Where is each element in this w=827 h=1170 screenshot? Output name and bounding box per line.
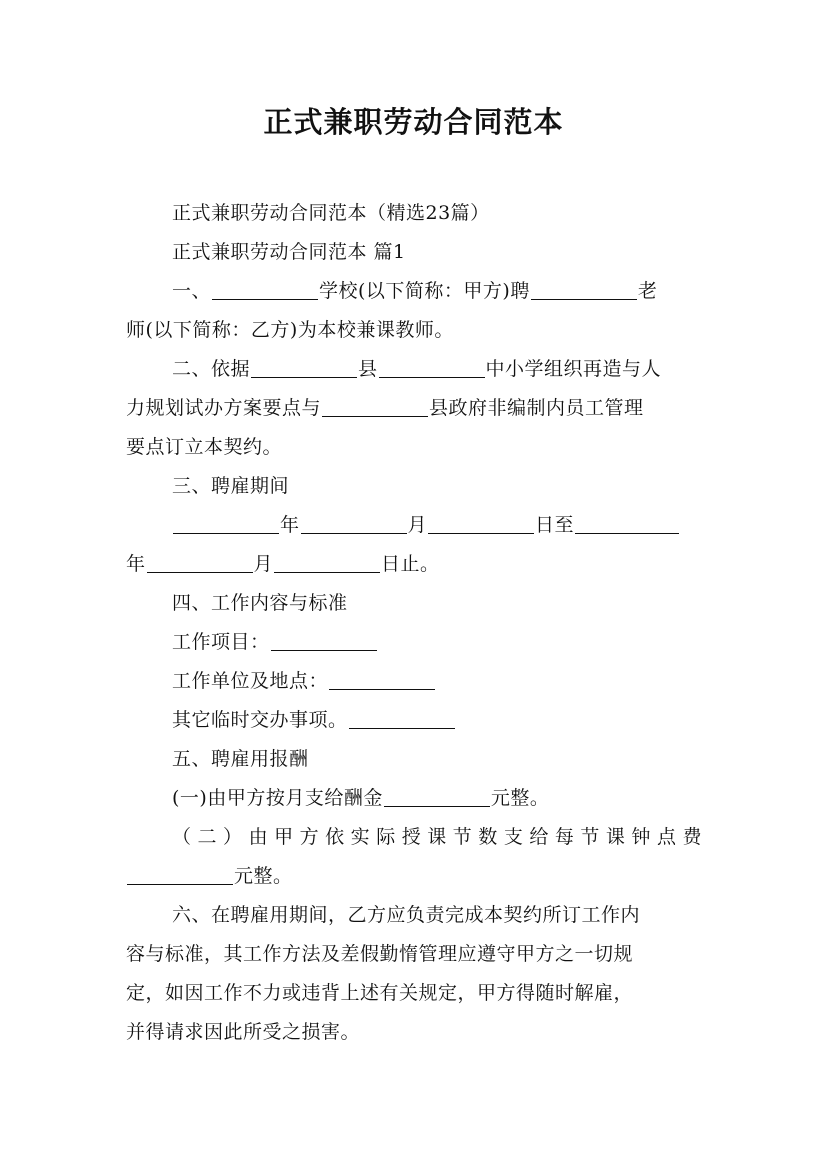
fill-blank[interactable] <box>531 298 637 300</box>
text-span: 元整。 <box>234 865 293 887</box>
text-span: 六、在聘雇用期间，乙方应负责完成本契约所订工作内 <box>172 904 641 926</box>
fill-blank[interactable] <box>301 532 407 534</box>
fill-blank[interactable] <box>349 727 455 729</box>
fill-blank[interactable] <box>127 883 233 885</box>
fill-blank[interactable] <box>379 376 485 378</box>
text-span: 日止。 <box>381 553 440 575</box>
section-heading: 五、聘雇用报酬 <box>172 748 309 770</box>
text-span: 一、 <box>172 280 212 302</box>
fill-blank[interactable] <box>575 532 679 534</box>
text-span: 定，如因工作不力或违背上述有关规定，甲方得随时解雇， <box>126 982 634 1004</box>
text-span: 学校(以下简称：甲方)聘 <box>319 280 530 302</box>
text-span: 力规划试办方案要点与 <box>126 397 322 419</box>
text-span: 并得请求因此所受之损害。 <box>126 1021 361 1043</box>
fill-blank[interactable] <box>251 376 357 378</box>
paragraph-line <box>126 584 702 623</box>
text-span: 元整。 <box>490 787 550 809</box>
text-span: 月 <box>253 553 274 575</box>
document-body <box>126 194 702 1052</box>
paragraph-line <box>126 311 702 350</box>
text-span: 中小学组织再造与人 <box>485 358 662 380</box>
text-span: (一)由甲方按月支给酬金 <box>172 787 383 809</box>
text-span: 容与标准，其工作方法及差假勤惰管理应遵守甲方之一切规 <box>126 943 634 965</box>
fill-blank[interactable] <box>322 415 428 417</box>
text-span: 月 <box>407 514 428 536</box>
section-heading: 正式兼职劳动合同范本 篇1 <box>172 241 406 263</box>
text-span: 日至 <box>535 514 575 536</box>
text-span: 二、依据 <box>172 358 251 380</box>
field-label: 其它临时交办事项。 <box>172 709 348 731</box>
paragraph-line <box>126 896 702 935</box>
text-span: 年 <box>280 514 300 536</box>
text-span: 师(以下简称：乙方)为本校兼课教师。 <box>126 319 454 341</box>
text-span: 老 <box>637 280 658 302</box>
paragraph-line <box>126 818 702 857</box>
fill-blank[interactable] <box>384 805 490 807</box>
paragraph-line <box>126 194 702 233</box>
subtitle-text: 正式兼职劳动合同范本（精选23篇） <box>172 202 490 224</box>
paragraph-line <box>126 545 702 584</box>
text-span: 要点订立本契约。 <box>126 436 283 458</box>
fill-blank[interactable] <box>212 298 318 300</box>
text-span: 年 <box>126 553 146 575</box>
paragraph-line <box>126 428 702 467</box>
paragraph-line <box>126 623 702 662</box>
text-span: 县 <box>358 358 378 380</box>
document-title: 正式兼职劳动合同范本 <box>263 105 564 139</box>
paragraph-line <box>126 779 702 818</box>
paragraph-line <box>126 740 702 779</box>
paragraph-line <box>126 974 702 1013</box>
paragraph-line <box>126 935 702 974</box>
fill-blank[interactable] <box>147 571 253 573</box>
paragraph-line <box>126 701 702 740</box>
text-span: （二）由甲方依实际授课节数支给每节课钟点费 <box>172 826 702 848</box>
text-span: 县政府非编制内员工管理 <box>429 397 644 419</box>
fill-blank[interactable] <box>428 532 534 534</box>
section-heading: 三、聘雇期间 <box>172 475 290 497</box>
paragraph-line <box>126 272 702 311</box>
paragraph-line <box>126 350 702 389</box>
paragraph-line <box>126 662 702 701</box>
paragraph-line <box>126 506 702 545</box>
paragraph-line <box>126 233 702 272</box>
paragraph-line <box>126 467 702 506</box>
field-label: 工作项目： <box>172 631 270 653</box>
paragraph-line <box>126 389 702 428</box>
fill-blank[interactable] <box>329 688 435 690</box>
section-heading: 四、工作内容与标准 <box>172 592 348 614</box>
field-label: 工作单位及地点： <box>172 670 329 692</box>
paragraph-line <box>126 857 702 896</box>
fill-blank[interactable] <box>173 532 279 534</box>
fill-blank[interactable] <box>274 571 380 573</box>
fill-blank[interactable] <box>271 649 377 651</box>
paragraph-line <box>126 1013 702 1052</box>
